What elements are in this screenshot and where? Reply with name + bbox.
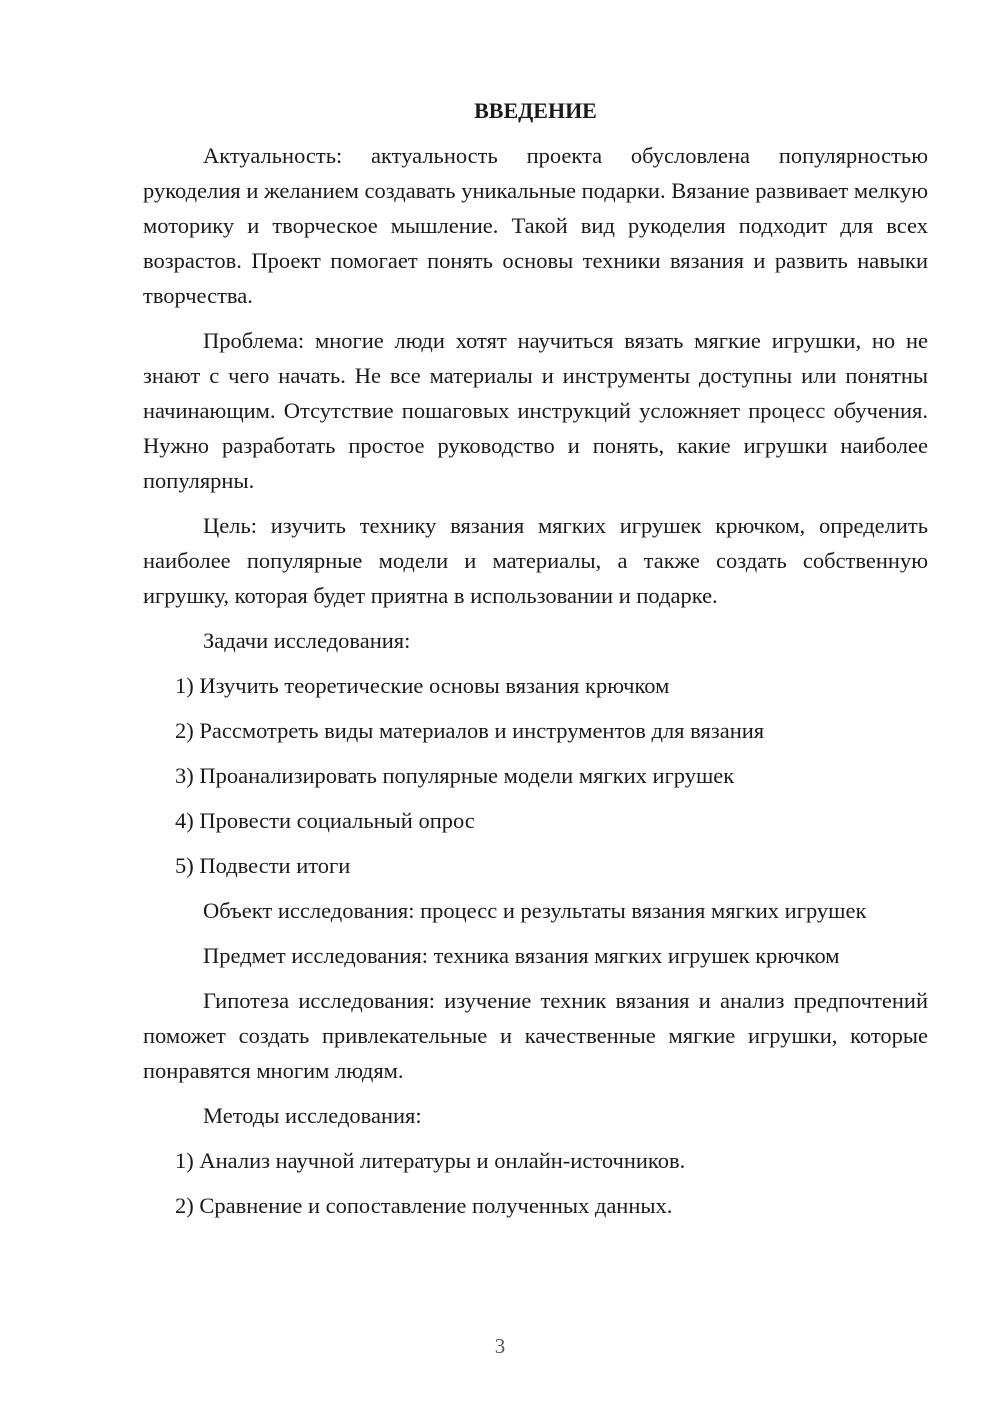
method-item: 1) Анализ научной литературы и онлайн-источников. [175,1148,686,1173]
task-item: 2) Рассмотреть виды материалов и инструментов для вязания [175,718,765,743]
task-item: 4) Провести социальный опрос [175,808,475,833]
relevance-paragraph: Актуальность: актуальность проекта обусловлена популярностью рукоделия и желанием создавать уникальные подарки. Вязание развивает мелкую моторику и творческое мышление. Такой вид рукоделия подходит для всех возрастов. Проект помогает понять основы техники вязания и развить навыки творчества. [143,143,928,308]
section-title: ВВЕДЕНИЕ [474,98,597,123]
task-item: 1) Изучить теоретические основы вязания крючком [175,673,670,698]
method-item: 2) Сравнение и сопоставление полученных данных. [175,1193,673,1218]
object-paragraph: Объект исследования: процесс и результаты вязания мягких игрушек [203,898,867,923]
tasks-heading: Задачи исследования: [203,628,411,653]
page-number: 3 [494,1334,506,1358]
document-page [143,98,928,1233]
goal-paragraph: Цель: изучить технику вязания мягких игрушек крючком, определить наиболее популярные модели и материалы, а также создать собственную игрушку, которая будет приятна в использовании и подарке. [143,513,928,608]
problem-paragraph: Проблема: многие люди хотят научиться вязать мягкие игрушки, но не знают с чего начать. Не все материалы и инструменты доступны или понятны начинающим. Отсутствие пошаговых инструкций усложняет процесс обучения. Нужно разработать простое руководство и понять, какие игрушки наиболее популярны. [143,328,928,493]
task-item: 5) Подвести итоги [175,853,351,878]
methods-list [143,1143,928,1223]
task-item: 3) Проанализировать популярные модели мягких игрушек [175,763,735,788]
tasks-list [143,668,928,883]
hypothesis-paragraph: Гипотеза исследования: изучение техник вязания и анализ предпочтений поможет создать привлекательные и качественные мягкие игрушки, которые понравятся многим людям. [143,988,928,1083]
subject-paragraph: Предмет исследования: техника вязания мягких игрушек крючком [203,943,840,968]
methods-heading: Методы исследования: [203,1103,422,1128]
